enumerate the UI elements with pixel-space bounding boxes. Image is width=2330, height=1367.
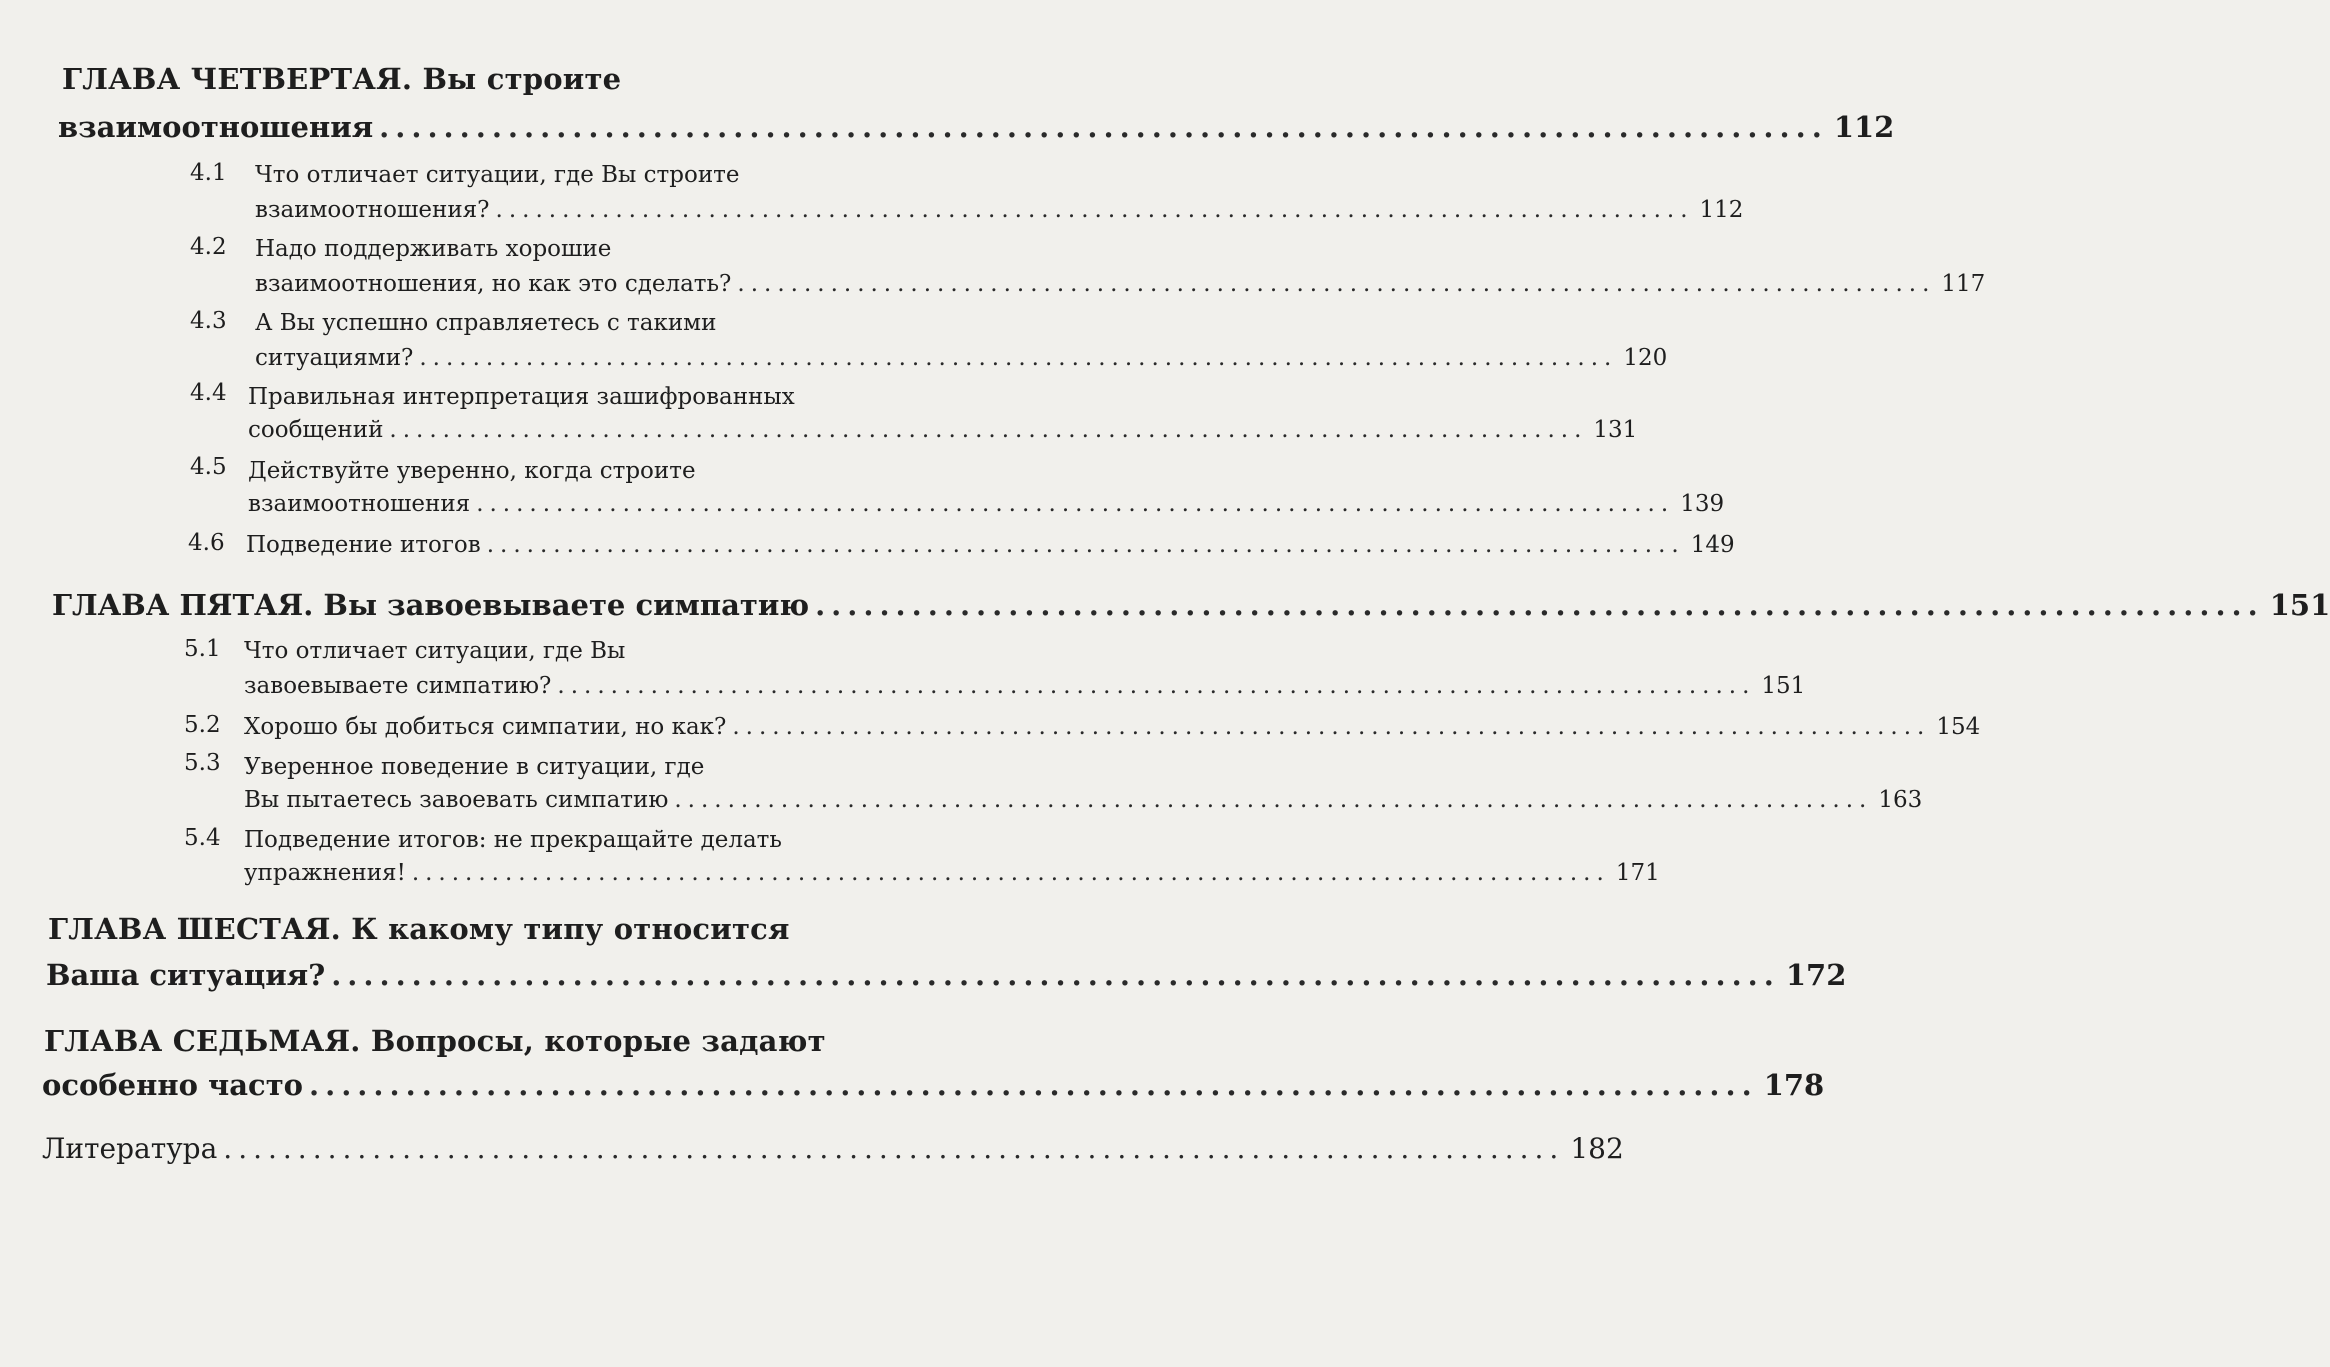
section-page: 131 — [1593, 417, 1638, 443]
section-4-4-entry[interactable] — [248, 415, 1638, 445]
section-title-line2: Вы пытаетесь завоевать симпатию — [244, 787, 669, 813]
literature-title: Литература — [42, 1132, 218, 1165]
section-title: Хорошо бы добиться симпатии, но как? — [244, 714, 727, 740]
section-4-3-entry[interactable] — [255, 343, 1668, 373]
leader-dots: .......................................................................................... — [674, 787, 1873, 813]
section-title-line2: взаимоотношения, но как это сделать? — [255, 271, 732, 297]
section-title: Что отличает ситуации, где Вы — [244, 638, 626, 664]
section-4-6-entry[interactable] — [246, 530, 1735, 560]
section-number: 4.3 — [190, 308, 227, 334]
section-title: Подведение итогов — [246, 532, 481, 558]
section-page: 112 — [1699, 197, 1744, 223]
section-page: 139 — [1680, 491, 1725, 517]
leader-dots: .......................................................................................... — [495, 197, 1694, 223]
leader-dots: .......................................................................................... — [419, 345, 1618, 371]
chapter-7-title: ГЛАВА СЕДЬМАЯ. Вопросы, которые задают — [44, 1024, 826, 1058]
section-page: 151 — [1761, 673, 1806, 699]
section-page: 117 — [1941, 271, 1986, 297]
leader-dots: .......................................................................................... — [389, 417, 1588, 443]
chapter-4-page: 112 — [1833, 110, 1895, 144]
section-number: 5.3 — [184, 750, 221, 776]
leader-dots: .......................................................................................... — [223, 1132, 1565, 1165]
leader-dots: .......................................................................................... — [476, 491, 1675, 517]
section-title: Правильная интерпретация зашифрованных — [248, 384, 795, 410]
section-4-1-entry[interactable] — [255, 195, 1744, 225]
section-title: Что отличает ситуации, где Вы строите — [255, 162, 740, 188]
chapter-5-entry[interactable] — [52, 588, 2330, 622]
chapter-7-page: 178 — [1763, 1068, 1825, 1102]
leader-dots: .......................................................................................... — [486, 532, 1685, 558]
section-4-5-entry[interactable] — [248, 489, 1725, 519]
section-5-3-entry[interactable] — [244, 785, 1923, 815]
section-number: 5.4 — [184, 825, 221, 851]
section-number: 4.6 — [188, 530, 225, 556]
section-number: 4.4 — [190, 380, 227, 406]
section-title-line2: сообщений — [248, 417, 384, 443]
section-title-line2: упражнения! — [244, 860, 406, 886]
section-5-1-entry[interactable] — [244, 671, 1806, 701]
chapter-4-title-line2: взаимоотношения — [58, 110, 374, 144]
chapter-5-page: 151 — [2269, 588, 2330, 622]
literature-page: 182 — [1570, 1132, 1624, 1165]
section-number: 4.2 — [190, 234, 227, 260]
leader-dots: .......................................................................................... — [732, 714, 1931, 740]
leader-dots: .......................................................................................... — [411, 860, 1610, 886]
chapter-7-entry[interactable] — [42, 1068, 1825, 1102]
literature-entry[interactable] — [42, 1132, 1624, 1166]
leader-dots: .......................................................................................... — [737, 271, 1936, 297]
chapter-6-title: ГЛАВА ШЕСТАЯ. К какому типу относится — [48, 912, 790, 946]
section-number: 5.1 — [184, 636, 221, 662]
leader-dots: .......................................................................................... — [557, 673, 1756, 699]
section-page: 120 — [1623, 345, 1668, 371]
leader-dots: .......................................................................................... — [309, 1068, 1758, 1102]
section-title: А Вы успешно справляетесь с такими — [255, 310, 717, 336]
leader-dots: .......................................................................................... — [331, 958, 1780, 992]
section-4-2-entry[interactable] — [255, 269, 1986, 299]
section-title: Действуйте уверенно, когда строите — [248, 458, 696, 484]
section-number: 5.2 — [184, 712, 221, 738]
section-title: Уверенное поведение в ситуации, где — [244, 754, 705, 780]
section-page: 171 — [1615, 860, 1660, 886]
section-number: 4.5 — [190, 454, 227, 480]
chapter-7-title-line2: особенно часто — [42, 1068, 304, 1102]
section-title: Подведение итогов: не прекращайте делать — [244, 827, 782, 853]
section-page: 163 — [1878, 787, 1923, 813]
leader-dots: .......................................................................................... — [815, 588, 2264, 622]
section-title-line2: взаимоотношения? — [255, 197, 490, 223]
section-5-4-entry[interactable] — [244, 858, 1660, 888]
section-title-line2: завоевываете симпатию? — [244, 673, 552, 699]
chapter-4-title: ГЛАВА ЧЕТВЕРТАЯ. Вы строите — [62, 62, 622, 96]
section-5-2-entry[interactable] — [244, 712, 1981, 742]
section-page: 154 — [1936, 714, 1981, 740]
section-title-line2: взаимоотношения — [248, 491, 471, 517]
chapter-6-page: 172 — [1785, 958, 1847, 992]
chapter-6-title-line2: Ваша ситуация? — [46, 958, 326, 992]
section-number: 4.1 — [190, 160, 227, 186]
chapter-6-entry[interactable] — [46, 958, 1847, 992]
chapter-5-title: ГЛАВА ПЯТАЯ. Вы завоевываете симпатию — [52, 588, 810, 622]
section-title-line2: ситуациями? — [255, 345, 414, 371]
chapter-4-entry[interactable] — [58, 110, 1895, 144]
section-title: Надо поддерживать хорошие — [255, 236, 612, 262]
section-page: 149 — [1690, 532, 1735, 558]
leader-dots: .......................................................................................... — [379, 110, 1828, 144]
